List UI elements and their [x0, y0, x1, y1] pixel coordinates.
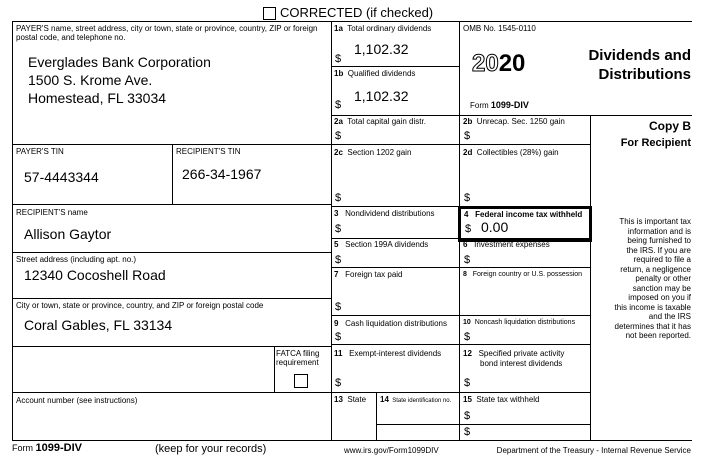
box-6-dollar: $: [464, 254, 471, 266]
fatca-label-2: requirement: [276, 358, 319, 367]
box-2a-dollar: $: [335, 130, 342, 142]
footer-form: [12, 442, 82, 454]
year-suffix: 20: [498, 50, 526, 77]
box-2a-label: [334, 117, 426, 126]
box-1b-text: Qualified dividends: [347, 69, 416, 78]
street-address-label: Street address (including apt. no.): [16, 255, 137, 264]
notice-line: required to file a: [633, 255, 691, 264]
payer-name: Everglades Bank Corporation: [28, 54, 211, 70]
box-8-label: [463, 271, 582, 279]
account-label: Account number (see instructions): [16, 396, 138, 405]
fatca-label-1: FATCA filing: [276, 349, 320, 358]
box-12-label-2: bond interest dividends: [480, 359, 563, 368]
notice-line: this income is taxable: [614, 302, 691, 312]
box-9-label: [334, 319, 447, 328]
box-8-text: Foreign country or U.S. possession: [472, 271, 583, 278]
box-5-num: 5: [334, 240, 339, 249]
box-9-text: Cash liquidation distributions: [345, 319, 447, 328]
footer-keep: (keep for your records): [155, 443, 267, 455]
copy-title: Copy B: [649, 119, 691, 133]
recipient-tin-value: 266-34-1967: [182, 166, 262, 182]
box-7-num: 7: [334, 270, 339, 279]
box-11-dollar: $: [335, 377, 342, 389]
corrected-label: CORRECTED (if checked): [280, 5, 434, 20]
box-11-label: [334, 349, 441, 358]
box-6-label: [463, 240, 550, 249]
box-10-num: 10: [463, 319, 471, 326]
box-1a-dollar: $: [335, 53, 342, 65]
box-4-num: 4: [464, 210, 469, 219]
box-12-num: 12: [463, 349, 472, 358]
box-14-text: State identification no.: [392, 398, 452, 404]
box-6-text: Investment expenses: [474, 240, 550, 249]
notice-text: [596, 217, 691, 341]
box-11-num: 11: [334, 349, 343, 358]
notice-line: imposed on you if: [628, 293, 691, 302]
omb-label: OMB No. 1545-0110: [463, 24, 536, 33]
box-12-dollar: $: [464, 377, 471, 389]
footer-dept: Department of the Treasury - Internal Revenue Service: [496, 446, 691, 455]
footer-form-label: Form: [12, 443, 33, 453]
box-1b-value: 1,102.32: [354, 88, 409, 104]
payer-street: 1500 S. Krome Ave.: [28, 72, 153, 88]
box-1a-label: [334, 24, 431, 33]
box-10-label: [463, 319, 575, 327]
box-1a-value: 1,102.32: [354, 41, 409, 57]
box-7-text: Foreign tax paid: [345, 270, 403, 279]
notice-line: and the IRS: [648, 312, 691, 321]
box-2a-text: Total capital gain distr.: [347, 117, 426, 126]
notice-line: return, a negligence: [620, 264, 691, 274]
box-3-dollar: $: [335, 223, 342, 235]
box-10-dollar: $: [464, 331, 471, 343]
box-2b-label: [463, 117, 565, 126]
box-2c-dollar: $: [335, 192, 342, 204]
box-4-value: 0.00: [481, 219, 509, 235]
box-5-label: [334, 240, 428, 249]
payer-city: Homestead, FL 33034: [28, 90, 167, 106]
box-1b-label: [334, 69, 415, 78]
recipient-name-label: RECIPIENT'S name: [16, 208, 88, 217]
year-prefix: 20: [472, 50, 499, 77]
box-5-text: Section 199A dividends: [345, 240, 429, 249]
box-15-text: State tax withheld: [476, 395, 540, 404]
notice-line: penalty or other: [635, 274, 691, 283]
box-13-text: State: [347, 395, 367, 404]
box-2c-num: 2c: [334, 148, 343, 157]
box-15-dollar-1: $: [464, 410, 471, 422]
notice-line: information and is: [627, 226, 691, 236]
box-9-dollar: $: [335, 331, 342, 343]
notice-line: being furnished to: [627, 236, 691, 245]
box-2d-label: [463, 148, 559, 157]
box-2d-text: Collectibles (28%) gain: [476, 148, 559, 157]
notice-line: the IRS. If you are: [626, 245, 691, 255]
box-2c-text: Section 1202 gain: [347, 148, 412, 157]
box-2b-text: Unrecap. Sec. 1250 gain: [476, 117, 565, 126]
corrected-checkbox[interactable]: [263, 7, 276, 20]
box-7-label: [334, 270, 403, 279]
fatca-checkbox[interactable]: [294, 374, 308, 388]
box-2d-num: 2d: [463, 148, 473, 157]
payer-tin-label: PAYER'S TIN: [16, 147, 64, 156]
box-2a-num: 2a: [334, 117, 343, 126]
street-address-value: 12340 Cocoshell Road: [24, 267, 166, 283]
notice-line: This is important tax: [619, 217, 691, 226]
box-5-dollar: $: [335, 254, 342, 266]
form-title-2: Distributions: [598, 66, 691, 83]
box-2d-dollar: $: [464, 192, 471, 204]
box-8-num: 8: [463, 271, 467, 278]
omb-form-label: Form: [470, 101, 489, 110]
box-2c-label: [334, 148, 411, 157]
copy-subtitle: For Recipient: [620, 137, 691, 149]
box-3-num: 3: [334, 209, 339, 218]
box-11-text: Exempt-interest dividends: [349, 349, 442, 358]
tax-year: [472, 50, 525, 78]
box-2b-dollar: $: [464, 130, 471, 142]
box-15-num: 15: [463, 395, 472, 404]
omb-form: [470, 100, 529, 110]
notice-line: determines that it has: [614, 321, 691, 331]
box-3-text: Nondividend distributions: [345, 209, 435, 218]
notice-line: not been reported.: [625, 331, 691, 340]
box-1a-text: Total ordinary dividends: [347, 24, 432, 33]
box-4-label: [464, 210, 582, 219]
box-7-dollar: $: [335, 301, 342, 313]
footer-form-name: 1099-DIV: [35, 442, 82, 454]
box-13-label: [334, 395, 366, 404]
recipient-name-value: Allison Gaytor: [24, 226, 112, 242]
box-10-text: Noncash liquidation distributions: [474, 319, 576, 326]
box-4-text: Federal income tax withheld: [475, 210, 583, 219]
form-title-1: Dividends and: [588, 47, 691, 64]
box-12-label: [463, 349, 564, 358]
box-14-num: 14: [380, 395, 389, 404]
footer-url[interactable]: www.irs.gov/Form1099DIV: [344, 446, 439, 455]
box-13-num: 13: [334, 395, 343, 404]
box-1b-dollar: $: [335, 99, 342, 111]
box-1b-num: 1b: [334, 69, 344, 78]
box-15-dollar-2: $: [464, 426, 471, 438]
box-12-text-1: Specified private activity: [478, 349, 565, 358]
box-15-label: [463, 395, 540, 404]
box-3-label: [334, 209, 435, 218]
payer-tin-value: 57-4443344: [24, 169, 99, 185]
box-2b-num: 2b: [463, 117, 473, 126]
box-1a-num: 1a: [334, 24, 343, 33]
box-6-num: 6: [463, 240, 468, 249]
omb-form-name: 1099-DIV: [490, 100, 529, 110]
recipient-tin-label: RECIPIENT'S TIN: [176, 147, 241, 156]
payer-label: PAYER'S name, street address, city or town, state or province, country, ZIP or foreign postal code, and telephone no.: [16, 24, 318, 42]
box-14-label: [380, 396, 451, 405]
notice-line: sanction may be: [632, 283, 691, 293]
city-address-label: City or town, state or province, country, and ZIP or foreign postal code: [16, 301, 264, 310]
city-address-value: Coral Gables, FL 33134: [24, 317, 173, 333]
box-9-num: 9: [334, 319, 339, 328]
box-4-dollar: $: [465, 223, 472, 235]
